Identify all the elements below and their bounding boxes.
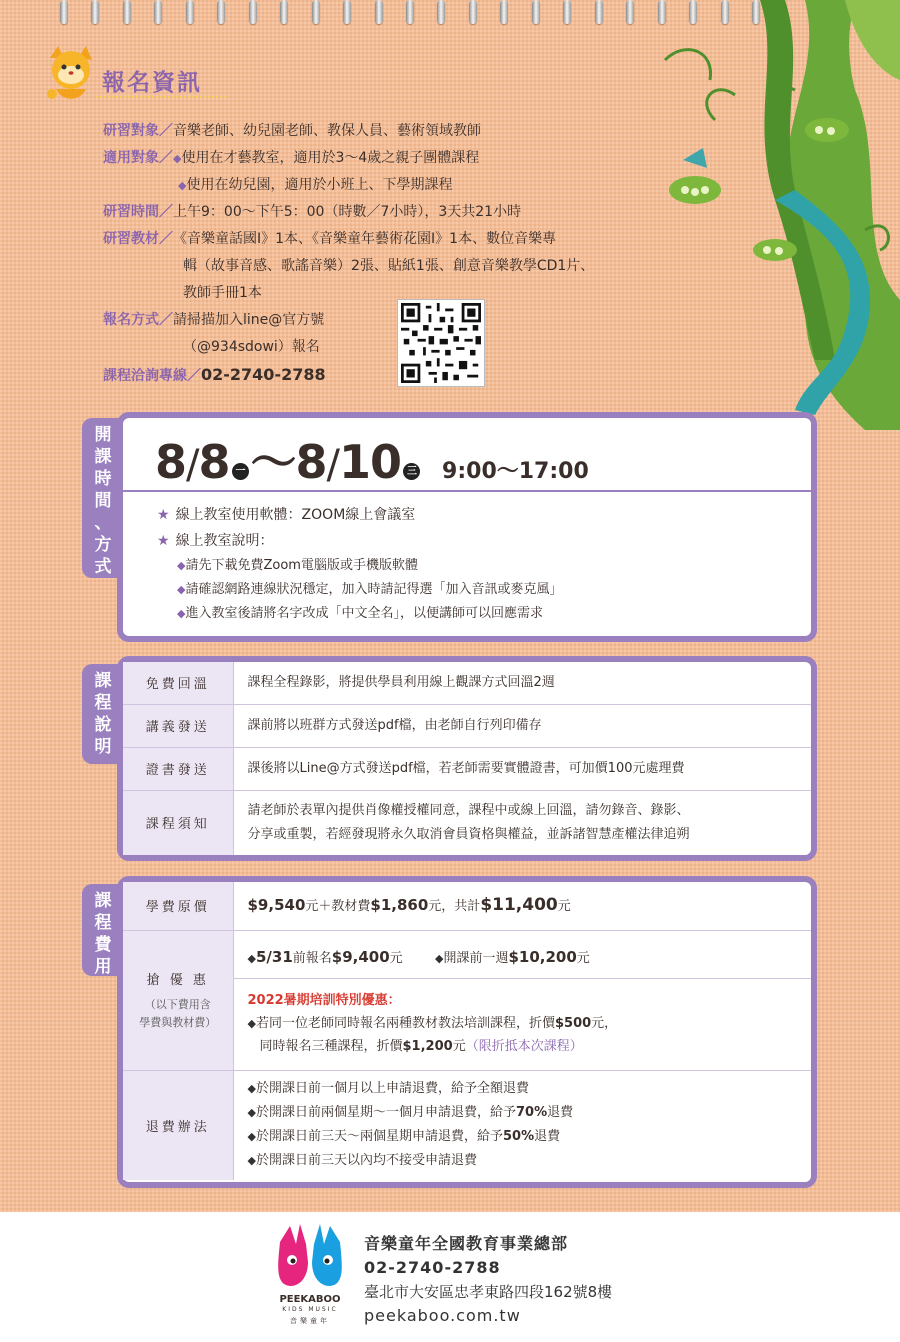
diamond-icon: ◆ <box>247 1082 256 1096</box>
peekaboo-logo <box>270 1222 350 1332</box>
price: $1,860 <box>370 895 429 914</box>
early-price-line <box>234 935 812 979</box>
text: （限折抵本次課程） <box>465 1038 583 1054</box>
signup-value-1: 請掃描加入line@官方號 <box>173 312 325 328</box>
text: 退費 <box>547 1105 574 1121</box>
time-value: 上午9：00～下午5：00（時數／7小時），3天共21小時 <box>173 204 522 220</box>
applicable-value-1: 使用在才藝教室，適用於3～4歲之親子團體課程 <box>181 150 480 166</box>
title-underline <box>96 96 226 98</box>
text: 50% <box>502 1129 535 1145</box>
end-day: 10 <box>339 435 402 489</box>
cat-mascot-icon <box>42 44 100 106</box>
text: 前報名 <box>292 950 332 966</box>
start-day: 8 <box>198 435 230 489</box>
material-row <box>103 226 683 253</box>
row-key: 證書發送 <box>123 747 233 790</box>
early-note <box>123 996 233 1032</box>
fees-table <box>123 882 811 1180</box>
org-website-link[interactable]: peekaboo.com.tw <box>364 1306 521 1325</box>
tab-char: 、 <box>94 513 112 533</box>
tab-char: 開 <box>94 425 112 445</box>
text: 70% <box>515 1105 548 1121</box>
text: 元 <box>452 1038 466 1054</box>
row-value: 課後將以Line@方式發送pdf檔，若老師需要實體證書，可加價100元處理費 <box>233 747 811 790</box>
diamond-icon: ◆ <box>247 1130 256 1144</box>
time-label: 研習時間／ <box>103 204 173 220</box>
material-row-3 <box>103 280 683 307</box>
tab-char: 方 <box>94 535 112 555</box>
row-key: 免費回溫 <box>123 662 233 704</box>
material-value-3: 教師手冊1本 <box>183 285 262 301</box>
star-icon: ★ <box>157 507 170 523</box>
diamond-icon: ◆ <box>434 951 444 965</box>
desc-item: 請先下載免費Zoom電腦版或手機版軟體 <box>185 558 418 573</box>
start-month: 8 <box>155 435 187 489</box>
logo-brand: PEEKABOO <box>279 1294 341 1305</box>
course-hours: 9:00～17:00 <box>442 459 589 484</box>
tuition-value <box>233 882 811 930</box>
tab-char: 程 <box>94 693 112 713</box>
applicable-label: 適用對象／ <box>103 150 173 166</box>
text: 同時報名三種課程，折價 <box>259 1038 403 1054</box>
material-label: 研習教材／ <box>103 231 173 247</box>
diamond-icon: ◆ <box>247 1106 256 1120</box>
row-key <box>123 930 233 1070</box>
org-address: 臺北市大安區忠孝東路四段162號8樓 <box>364 1283 613 1301</box>
diamond-icon: ◆ <box>177 559 186 572</box>
org-name: 音樂童年全國教育事業總部 <box>364 1234 569 1253</box>
logo-chinese: 音樂童年 <box>290 1317 330 1325</box>
line-qr-code[interactable] <box>398 300 484 386</box>
price: 5/31 <box>255 947 293 966</box>
fees-box <box>117 876 817 1188</box>
text: 元 <box>389 950 403 966</box>
row-key: 學費原價 <box>123 882 233 930</box>
tab-char: 用 <box>94 957 112 977</box>
special-offer <box>234 979 812 1066</box>
text: 於開課日前三天以內均不接受申請退費 <box>255 1153 477 1169</box>
table-row <box>123 930 811 1070</box>
early-note-1: （以下費用含 <box>144 997 211 1011</box>
registration-info <box>103 118 683 390</box>
applicable-row <box>103 145 683 172</box>
early-value <box>233 930 811 1070</box>
target-row <box>103 118 683 145</box>
early-note-2: 學費與教材費） <box>139 1015 217 1029</box>
special-line-1 <box>248 1012 812 1035</box>
price: $10,200 <box>508 947 577 966</box>
diamond-icon: ◆ <box>247 1154 256 1168</box>
tab-char: 時 <box>94 469 112 489</box>
tab-char: 程 <box>94 913 112 933</box>
diamond-icon: ◆ <box>247 951 256 965</box>
signup-row <box>103 307 683 334</box>
early-key: 搶 優 惠 <box>146 972 209 988</box>
material-value-1: 《音樂童話國I》1本、《音樂童年藝術花園I》1本、數位音樂專 <box>173 231 557 247</box>
refund-line <box>248 1077 812 1101</box>
text: 元＋教材費 <box>305 898 371 914</box>
tab-char: 課 <box>94 447 112 467</box>
price: $1,200 <box>402 1038 453 1054</box>
date-tilde: ～ <box>250 435 296 489</box>
desc-item: 進入教室後請將名字改成「中文全名」，以便講師可以回應需求 <box>185 606 543 621</box>
table-row <box>123 1070 811 1180</box>
online-classroom-info <box>157 502 562 626</box>
material-row-2 <box>103 253 683 280</box>
notice-line: 分享或重製，若經發現將永久取消會員資格與權益，並訴諸智慧產權法律追朔 <box>247 826 690 842</box>
price: $9,540 <box>247 895 306 914</box>
special-line-2 <box>248 1035 812 1058</box>
text: 於開課日前一個月以上申請退費，給予全額退費 <box>255 1081 529 1097</box>
tab-char: 式 <box>94 557 112 577</box>
start-weekday-badge: 一 <box>232 463 249 480</box>
text: 元， <box>591 1015 618 1031</box>
course-info-box <box>117 656 817 861</box>
row-value: 課前將以班群方式發送pdf檔，由老師自行列印備存 <box>233 704 811 747</box>
refund-line <box>248 1149 812 1173</box>
text: 於開課日前兩個星期～一個月申請退費，給予 <box>255 1105 516 1121</box>
diamond-icon: ◆ <box>177 583 186 596</box>
row-value: 課程全程錄影，將提供學員利用線上觀課方式回溫2週 <box>233 662 811 704</box>
hands-logo-icon <box>270 1222 350 1294</box>
price: $11,400 <box>480 894 558 915</box>
course-dates <box>155 426 589 492</box>
special-title: 2022暑期培訓特別優惠： <box>247 992 401 1008</box>
section-title: 報名資訊 <box>102 70 202 96</box>
hotline-row <box>103 361 683 390</box>
beanstalk-illustration <box>655 0 900 430</box>
table-row <box>123 704 811 747</box>
star-icon: ★ <box>157 533 170 549</box>
hotline-value: 02-2740-2788 <box>201 365 326 384</box>
signup-label: 報名方式／ <box>103 312 173 328</box>
date-slash: / <box>326 442 340 488</box>
software-text: 線上教室使用軟體：ZOOM線上會議室 <box>175 507 416 523</box>
tab-char: 課 <box>94 891 112 911</box>
org-phone[interactable]: 02-2740-2788 <box>364 1258 501 1277</box>
schedule-box <box>117 412 817 642</box>
refund-value <box>233 1070 811 1180</box>
text: 若同一位老師同時報名兩種教材教法培訓課程，折價 <box>255 1015 555 1031</box>
refund-line <box>248 1101 812 1125</box>
text: 於開課日前三天～兩個星期申請退費，給予 <box>255 1129 503 1145</box>
row-key: 退費辦法 <box>123 1070 233 1180</box>
target-value: 音樂老師、幼兒園老師、教保人員、藝術領域教師 <box>173 123 481 139</box>
hotline-label: 課程洽詢專線／ <box>103 368 201 384</box>
diamond-icon: ◆ <box>178 179 187 192</box>
signup-row-2 <box>103 334 683 361</box>
text: 元，共計 <box>428 898 481 914</box>
time-row <box>103 199 683 226</box>
applicable-row-2 <box>103 172 683 199</box>
tab-char: 間 <box>94 491 112 511</box>
diamond-icon: ◆ <box>173 152 182 165</box>
price: $500 <box>554 1015 592 1031</box>
diamond-icon: ◆ <box>177 607 186 620</box>
text: 元 <box>576 950 590 966</box>
tab-char: 費 <box>94 935 112 955</box>
row-key: 講義發送 <box>123 704 233 747</box>
footer <box>0 1212 900 1342</box>
text: 元 <box>557 898 571 914</box>
table-row <box>123 790 811 855</box>
course-info-table <box>123 662 811 855</box>
desc-title: 線上教室說明： <box>175 533 274 549</box>
table-row <box>123 662 811 704</box>
organization-info <box>364 1232 612 1328</box>
tab-char: 明 <box>94 737 112 757</box>
signup-value-2: （@934sdowi）報名 <box>183 339 320 355</box>
end-month: 8 <box>295 435 327 489</box>
price: $9,400 <box>331 947 390 966</box>
logo-subtitle: KIDS MUSIC <box>282 1306 338 1313</box>
notice-line: 請老師於表單內提供肖像權授權同意，課程中或線上回溫，請勿錄音、錄影、 <box>247 802 690 818</box>
tab-char: 課 <box>94 671 112 691</box>
text: 開課前一週 <box>443 950 509 966</box>
text: 退費 <box>534 1129 561 1145</box>
row-key: 課程須知 <box>123 790 233 855</box>
tab-char: 說 <box>94 715 112 735</box>
divider <box>123 490 811 492</box>
table-row <box>123 882 811 930</box>
desc-item: 請確認網路連線狀況穩定，加入時請記得選「加入音訊或麥克風」 <box>185 582 563 597</box>
table-row <box>123 747 811 790</box>
refund-line <box>248 1125 812 1149</box>
applicable-value-2: 使用在幼兒園，適用於小班上、下學期課程 <box>186 177 453 193</box>
row-value <box>233 790 811 855</box>
diamond-icon: ◆ <box>247 1016 256 1030</box>
date-slash: / <box>186 442 199 488</box>
end-weekday-badge: 三 <box>403 463 420 480</box>
material-value-2: 輯（故事音感、歌謠音樂）2張、貼紙1張、創意音樂教學CD1片、 <box>183 258 595 274</box>
target-label: 研習對象／ <box>103 123 173 139</box>
